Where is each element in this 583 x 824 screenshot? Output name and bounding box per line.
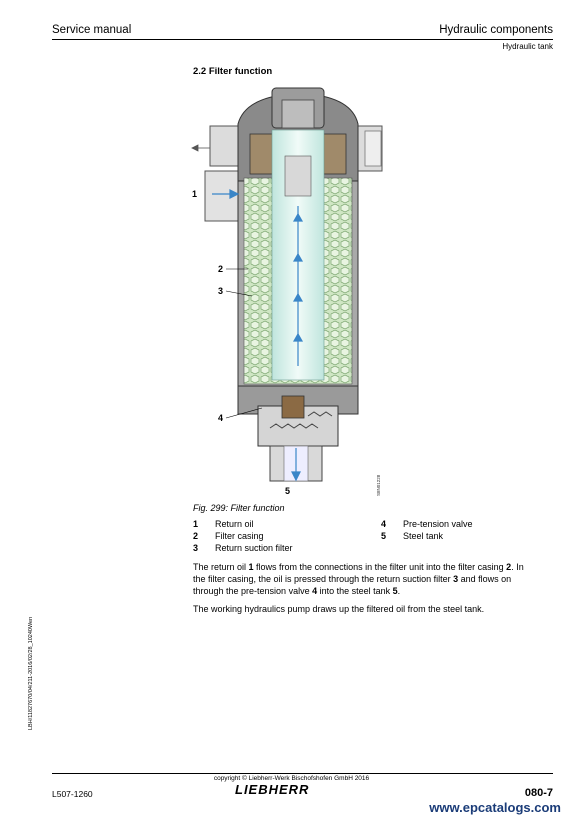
brand-logo: LIEBHERR: [235, 782, 310, 797]
paragraph-filter-flow: The return oil 1 flows from the connections in the filter unit into the filter casing 2. In the filter casing, the oil is pressed through the return suction filter 3 and flows on through the pre-tension valve 4 into the steel tank 5.: [193, 562, 524, 596]
figure-caption: Fig. 299: Filter function: [193, 503, 285, 513]
header-subsection: Hydraulic tank: [502, 42, 553, 51]
page-number: 080-7: [524, 787, 553, 799]
callout-4: 4: [218, 413, 224, 423]
filter-diagram: [190, 86, 405, 506]
footer-rule: [52, 773, 553, 774]
header-title: Service manual: [52, 24, 132, 36]
watermark-link: www.epcatalogs.com: [429, 800, 561, 815]
paragraph-pump: The working hydraulics pump draws up the filtered oil from the steel tank.: [193, 604, 485, 614]
header-rule: [52, 39, 553, 40]
callout-5: 5: [285, 486, 291, 496]
image-code: S8N01228: [376, 474, 381, 496]
figure-legend: 1 Return oil 2 Filter casing 3 Return suction filter 4 Pre-tension valve 5 Steel tank: [193, 519, 473, 551]
copyright-notice: copyright © Liebherr-Werk Bischofshofen GmbH 2016: [213, 775, 370, 782]
section-title: 2.2 Filter function: [193, 66, 273, 77]
side-document-code: LBH/11827670/04/211-2016/02/28_10240Wen: [28, 616, 34, 730]
callout-3: 3: [218, 286, 224, 296]
model-number: L507-1260: [52, 789, 93, 799]
callout-2: 2: [218, 264, 224, 274]
callout-1: 1: [192, 189, 198, 199]
header-section: Hydraulic components: [439, 24, 553, 36]
